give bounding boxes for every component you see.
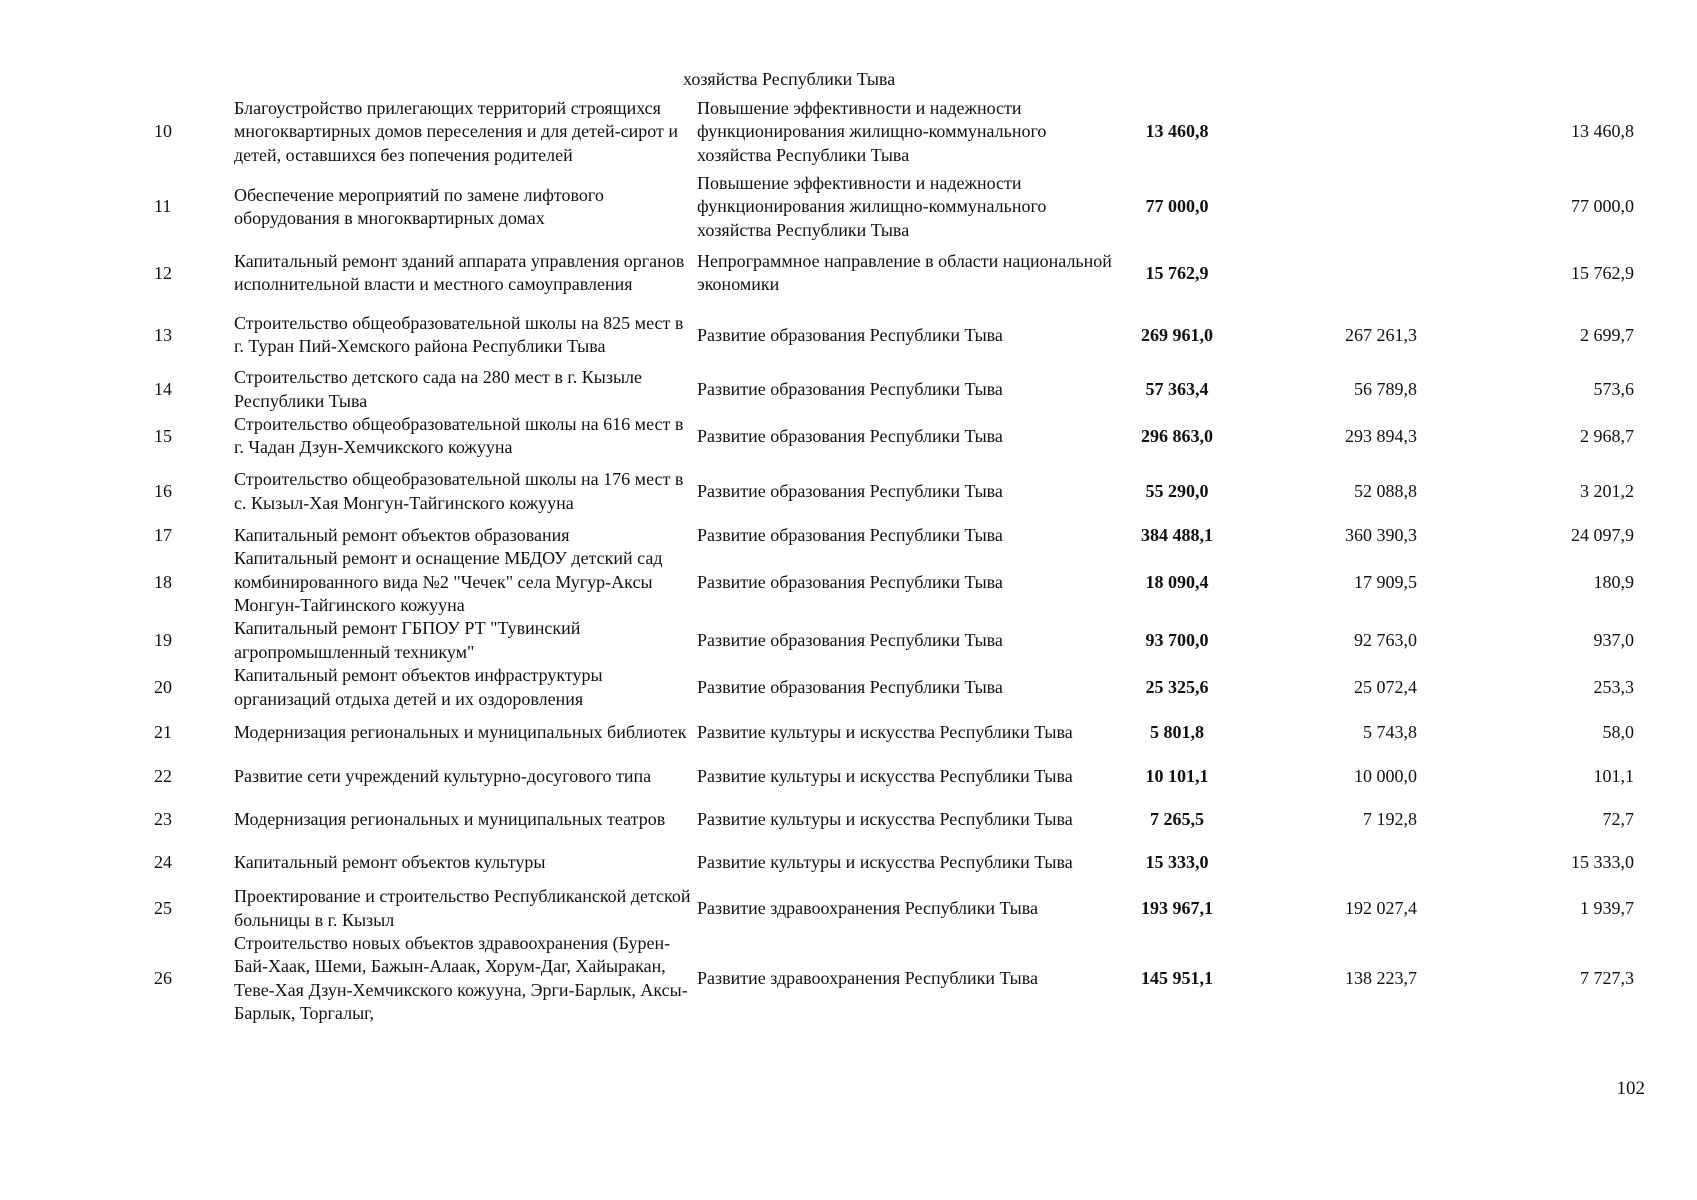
total-amount: 77 000,0 <box>1145 196 1209 217</box>
project-name: Капитальный ремонт и оснащение МБДОУ детский сад комбинированного вида №2 "Чечек" села Мугур-Аксы Монгун-Тайгинского кожууна <box>234 548 663 616</box>
program-name: Развитие здравоохранения Республики Тыва <box>697 897 1038 918</box>
row-number: 14 <box>154 378 172 399</box>
regional-amount: 13 460,8 <box>1571 121 1634 142</box>
table-row <box>140 885 1644 932</box>
table-row <box>140 366 1644 413</box>
row-number: 18 <box>154 571 172 592</box>
program-name: Развитие культуры и искусства Республики Тыва <box>697 722 1073 743</box>
federal-amount: 25 072,4 <box>1354 676 1417 697</box>
program-name: Развитие образования Республики Тыва <box>697 630 1003 651</box>
total-amount: 15 762,9 <box>1145 262 1209 283</box>
federal-amount: 360 390,3 <box>1345 524 1417 545</box>
regional-amount: 7 727,3 <box>1580 968 1634 989</box>
federal-amount: 56 789,8 <box>1354 378 1417 399</box>
table-row <box>140 172 1644 242</box>
total-amount: 13 460,8 <box>1145 121 1209 142</box>
row-number: 19 <box>154 630 172 651</box>
regional-amount: 2 968,7 <box>1580 425 1634 446</box>
project-name: Капитальный ремонт объектов образования <box>234 524 570 545</box>
project-name: Строительство общеобразовательной школы на 616 мест в г. Чадан Дзун-Хемчикского кожууна <box>234 414 684 458</box>
total-amount: 296 863,0 <box>1141 425 1213 446</box>
federal-amount <box>1237 172 1437 242</box>
table-row <box>140 841 1644 885</box>
table-row <box>140 617 1644 664</box>
federal-amount: 5 743,8 <box>1363 722 1417 743</box>
table-row <box>140 524 1644 547</box>
program-name: Развитие культуры и искусства Республики Тыва <box>697 852 1073 873</box>
regional-amount: 180,9 <box>1593 571 1634 592</box>
program-name: Развитие образования Республики Тыва <box>697 524 1003 545</box>
program-name: Развитие образования Республики Тыва <box>697 378 1003 399</box>
federal-amount <box>1237 841 1437 885</box>
federal-amount: 267 261,3 <box>1345 324 1417 345</box>
regional-amount: 1 939,7 <box>1580 897 1634 918</box>
continued-program-text: хозяйства Республики Тыва <box>683 69 896 89</box>
row-number: 10 <box>154 121 172 142</box>
project-name: Модернизация региональных и муниципальных библиотек <box>234 722 687 743</box>
budget-table <box>140 92 1644 1026</box>
row-number: 24 <box>154 852 172 873</box>
regional-amount: 573,6 <box>1593 378 1634 399</box>
regional-amount: 15 333,0 <box>1571 852 1634 873</box>
project-name: Капитальный ремонт зданий аппарата управления органов исполнительной власти и местного самоуправления <box>234 250 685 295</box>
regional-amount: 24 097,9 <box>1571 524 1634 545</box>
federal-amount: 10 000,0 <box>1354 765 1417 786</box>
total-amount: 193 967,1 <box>1141 897 1213 918</box>
regional-amount: 253,3 <box>1593 676 1634 697</box>
row-number: 11 <box>154 196 172 217</box>
regional-amount: 15 762,9 <box>1571 262 1634 283</box>
program-name: Развитие культуры и искусства Республики Тыва <box>697 808 1073 829</box>
federal-amount: 52 088,8 <box>1354 481 1417 502</box>
program-name: Непрограммное направление в области национальной экономики <box>697 250 1112 295</box>
program-name: Повышение эффективности и надежности функционирования жилищно-коммунального хозяйства Республики Тыва <box>697 97 1047 165</box>
table-row <box>140 242 1644 304</box>
total-amount: 5 801,8 <box>1150 722 1204 743</box>
budget-table-body <box>140 92 1644 1026</box>
federal-amount: 17 909,5 <box>1354 571 1417 592</box>
project-name: Капитальный ремонт ГБПОУ РТ "Тувинский агропромышленный техникум" <box>234 618 581 662</box>
total-amount: 55 290,0 <box>1145 481 1209 502</box>
row-number: 23 <box>154 808 172 829</box>
program-name: Повышение эффективности и надежности функционирования жилищно-коммунального хозяйства Республики Тыва <box>697 173 1047 240</box>
row-number: 12 <box>154 262 172 283</box>
project-name: Строительство общеобразовательной школы на 825 мест в г. Туран Пий-Хемского района Республики Тыва <box>234 312 684 357</box>
total-amount: 7 265,5 <box>1150 808 1204 829</box>
table-row <box>140 711 1644 755</box>
federal-amount: 92 763,0 <box>1354 630 1417 651</box>
row-number: 16 <box>154 481 172 502</box>
table-row <box>140 798 1644 841</box>
total-amount: 145 951,1 <box>1141 968 1213 989</box>
regional-amount: 58,0 <box>1602 722 1634 743</box>
program-name: Развитие культуры и искусства Республики Тыва <box>697 765 1073 786</box>
regional-amount: 2 699,7 <box>1580 324 1634 345</box>
federal-amount: 138 223,7 <box>1345 968 1417 989</box>
federal-amount: 192 027,4 <box>1345 897 1417 918</box>
page-number: 102 <box>1616 1078 1645 1099</box>
federal-amount: 293 894,3 <box>1345 425 1417 446</box>
total-amount: 18 090,4 <box>1145 571 1209 592</box>
regional-amount: 937,0 <box>1593 630 1634 651</box>
project-name: Обеспечение мероприятий по замене лифтового оборудования в многоквартирных домах <box>234 184 604 229</box>
project-name: Капитальный ремонт объектов инфраструктуры организаций отдыха детей и их оздоровления <box>234 665 603 709</box>
project-name: Модернизация региональных и муниципальных театров <box>234 808 666 829</box>
program-name: Развитие здравоохранения Республики Тыва <box>697 968 1038 989</box>
row-number: 25 <box>154 897 172 918</box>
total-amount: 15 333,0 <box>1145 852 1209 873</box>
table-row <box>140 932 1644 1026</box>
table-row <box>140 92 1644 172</box>
table-row <box>140 755 1644 798</box>
row-number: 26 <box>154 968 172 989</box>
regional-amount: 101,1 <box>1593 765 1634 786</box>
regional-amount: 72,7 <box>1602 808 1634 829</box>
table-row <box>140 547 1644 617</box>
federal-amount: 7 192,8 <box>1363 808 1417 829</box>
program-name: Развитие образования Республики Тыва <box>697 676 1003 697</box>
row-number: 20 <box>154 676 172 697</box>
row-number: 17 <box>154 524 172 545</box>
project-name: Проектирование и строительство Республиканской детской больницы в г. Кызыл <box>234 886 691 930</box>
row-number: 13 <box>154 324 172 345</box>
total-amount: 93 700,0 <box>1145 630 1209 651</box>
program-name: Развитие образования Республики Тыва <box>697 481 1003 502</box>
project-name: Строительство общеобразовательной школы на 176 мест в с. Кызыл-Хая Монгун-Тайгинского кожууна <box>234 469 684 513</box>
total-amount: 269 961,0 <box>1141 324 1213 345</box>
table-row <box>140 664 1644 711</box>
federal-amount <box>1237 242 1437 304</box>
regional-amount: 77 000,0 <box>1571 196 1634 217</box>
program-name: Развитие образования Республики Тыва <box>697 425 1003 446</box>
total-amount: 384 488,1 <box>1141 524 1213 545</box>
project-name: Строительство новых объектов здравоохранения (Бурен-Бай-Хаак, Шеми, Бажын-Алаак, Хорум-Даг, Хайыракан, Теве-Хая Дзун-Хемчикского кожууна, Эрги-Барлык, Аксы-Барлык, Торгалыг, <box>234 932 688 1024</box>
program-name: Развитие образования Республики Тыва <box>697 324 1003 345</box>
table-row <box>140 413 1644 460</box>
row-number: 15 <box>154 425 172 446</box>
total-amount: 10 101,1 <box>1145 765 1209 786</box>
table-row <box>140 304 1644 366</box>
program-name: Развитие образования Республики Тыва <box>697 571 1003 592</box>
total-amount: 25 325,6 <box>1145 676 1209 697</box>
project-name: Капитальный ремонт объектов культуры <box>234 852 546 873</box>
row-number: 22 <box>154 765 172 786</box>
total-amount: 57 363,4 <box>1145 378 1209 399</box>
regional-amount: 3 201,2 <box>1580 481 1634 502</box>
project-name: Развитие сети учреждений культурно-досугового типа <box>234 765 652 786</box>
table-row <box>140 460 1644 524</box>
row-number: 21 <box>154 722 172 743</box>
federal-amount <box>1237 92 1437 172</box>
project-name: Благоустройство прилегающих территорий строящихся многоквартирных домов переселения и для детей-сирот и детей, оставшихся без попечения родителей <box>234 97 678 165</box>
project-name: Строительство детского сада на 280 мест в г. Кызыле Республики Тыва <box>234 367 643 411</box>
